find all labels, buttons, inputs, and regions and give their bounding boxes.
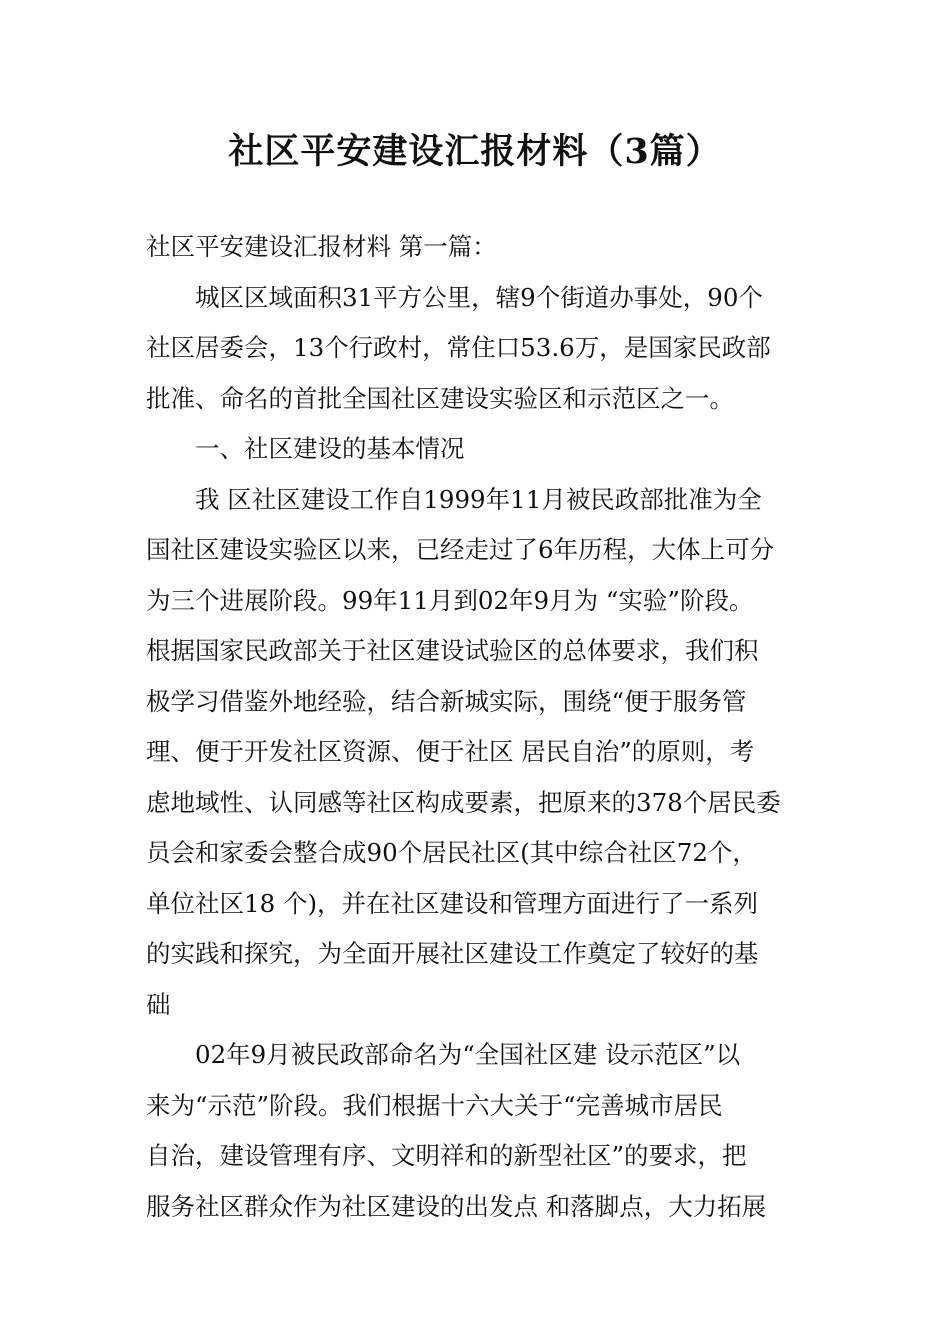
text-line: 我 区社区建设工作自1999年11月被民政部批准为全 [195, 484, 762, 514]
paragraph-demonstration-stage [146, 1030, 816, 1232]
text-line: 根据国家民政部关于社区建设试验区的总体要求，我们积 [146, 636, 759, 665]
text-line: 02年9月被民政部命名为“全国社区建 设示范区”以 [195, 1040, 741, 1069]
text-line: 员会和家委会整合成90个居民社区(其中综合社区72个， [146, 838, 757, 867]
document-title: 社区平安建设汇报材料（3篇） [228, 131, 722, 172]
text-line: 虑地域性、认同感等社区构成要素，把原来的378个居民委 [146, 787, 781, 817]
paragraph-experiment-stage [146, 475, 816, 1031]
section-heading-basic-situation [146, 424, 816, 475]
text-line: 的实践和探究，为全面开展社区建设工作奠定了较好的基 [146, 939, 759, 968]
text-line: 自治，建设管理有序、文明祥和的新型社区”的要求，把 [146, 1141, 747, 1170]
text-line: 一、社区建设的基本情况 [195, 434, 465, 463]
text-line: 础 [146, 989, 171, 1019]
text-line: 为三个进展阶段。99年11月到02年9月为 “实验”阶段。 [146, 585, 754, 615]
subheading-line: 社区平安建设汇报材料 第一篇： [146, 232, 497, 261]
text-line: 单位社区18 个)，并在社区建设和管理方面进行了一系列 [146, 888, 759, 918]
text-line: 服务社区群众作为社区建设的出发点 和落脚点，大力拓展 [146, 1191, 767, 1221]
text-line: 国社区建设实验区以来，已经走过了6年历程，大体上可分 [146, 535, 775, 564]
paragraph-overview [146, 273, 816, 425]
text-line: 理、便于开发社区资源、便于社区 居民自治”的原则，考 [146, 737, 755, 766]
text-line: 城区区域面积31平方公里，辖9个街道办事处，90个 [195, 282, 763, 312]
section-subheading [146, 222, 816, 273]
text-line: 来为“示范”阶段。我们根据十六大关于“完善城市居民 [146, 1090, 723, 1120]
text-line: 批准、命名的首批全国社区建设实验区和示范区之一。 [146, 383, 734, 413]
document-body [146, 222, 816, 1232]
text-line: 社区居委会，13个行政村，常住口53.6万，是国家民政部 [146, 333, 771, 362]
text-line: 极学习借鉴外地经验，结合新城实际，围绕“便于服务管 [146, 686, 747, 716]
